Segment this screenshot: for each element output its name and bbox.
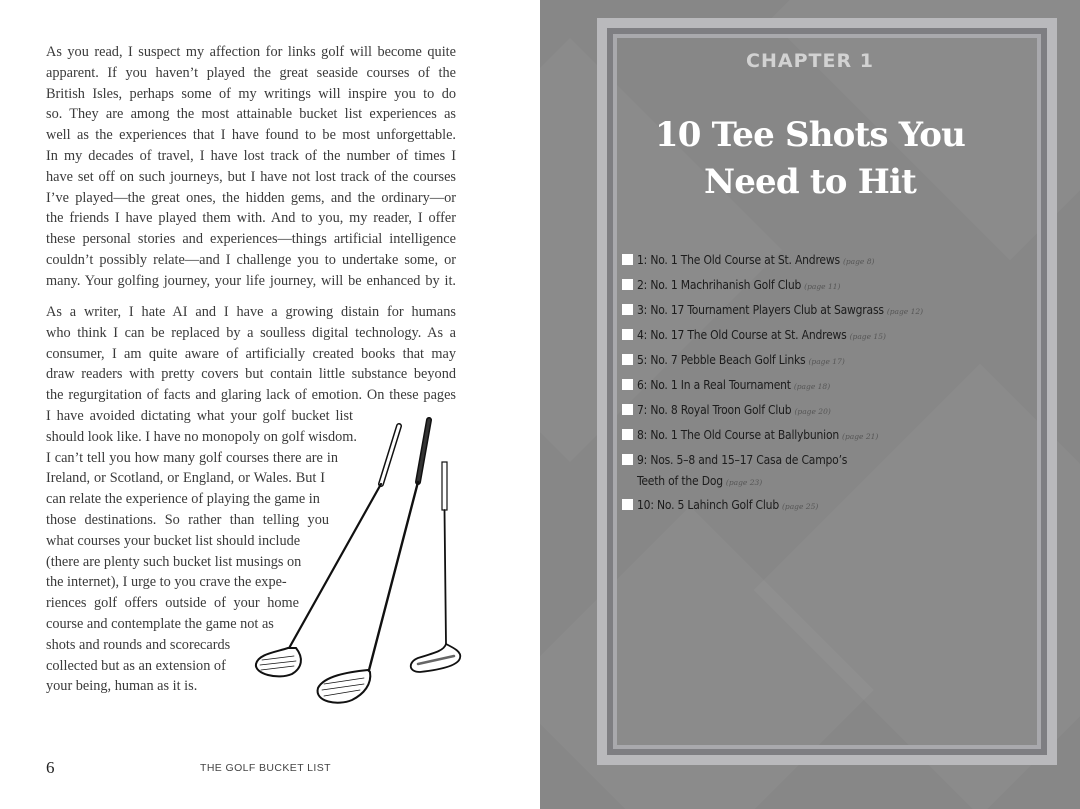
checklist-item-label: 5: No. 7 Pebble Beach Golf Links	[637, 353, 806, 367]
page-reference: (page 8)	[842, 257, 875, 266]
chapter-title	[540, 112, 1080, 206]
iron-club-icon	[318, 420, 429, 703]
checkbox[interactable]	[622, 279, 633, 290]
checklist-item	[622, 495, 982, 520]
checklist-item	[622, 325, 982, 350]
page-reference: (page 15)	[849, 332, 886, 341]
page-reference: (page 23)	[725, 478, 763, 487]
checklist-item-label: 3: No. 17 Tournament Players Club at Sawgrass	[637, 303, 884, 317]
text-line: who think I can be replaced by a soulless digital technology. As a	[46, 324, 456, 341]
page-reference: (page 25)	[781, 502, 819, 511]
checkbox[interactable]	[622, 329, 633, 340]
text-line: Ireland, or Scotland, or England, or Wales. But I	[46, 470, 325, 487]
text-line: As a writer, I hate AI and I have a growing distain for humans	[46, 304, 456, 320]
page-number: 6	[46, 758, 55, 777]
text-line: In my decades of travel, I have lost track of the number of times I	[46, 147, 456, 164]
checkbox[interactable]	[622, 379, 633, 390]
body-paragraph-1	[46, 42, 456, 292]
text-line: I have avoided dictating what your golf bucket list	[46, 407, 353, 424]
text-line: couldn’t possibly relate—and I challenge you to undertake some, or	[46, 251, 456, 268]
text-line: so. They are among the most attainable bucket list experiences as	[46, 106, 456, 123]
checklist-item-label: 6: No. 1 In a Real Tournament	[637, 378, 791, 392]
checklist-item	[622, 300, 982, 325]
checkbox[interactable]	[622, 499, 633, 510]
text-line: (there are plenty such bucket list musings on	[46, 553, 302, 570]
checkbox[interactable]	[622, 454, 633, 465]
chapter-title-line-1: 10 Tee Shots You	[654, 115, 966, 155]
text-line: course and contemplate the game not as	[46, 615, 274, 632]
checklist-item	[622, 250, 982, 275]
checklist-item-label: 9: Nos. 5–8 and 15–17 Casa de Campo’s	[637, 453, 848, 467]
text-line: those destinations. So rather than telling you	[46, 511, 329, 528]
text-line: consumer, I am quite aware of artificially created books that may	[46, 345, 456, 362]
text-line: have set off on such journeys, but I have not lost track of the courses	[46, 168, 456, 185]
text-line: the friends I have played them with. And to you, my reader, I offer	[46, 210, 456, 227]
text-line: apparent. If you haven’t played the great seaside courses of the	[46, 64, 456, 81]
checklist-item-label: 2: No. 1 Machrihanish Golf Club	[637, 278, 802, 292]
text-line: I’ve played—the great ones, the hidden gems, and the ordinary—or	[46, 189, 456, 206]
checkbox[interactable]	[622, 254, 633, 265]
text-line: well as the experiences that I have found to be most unforgettable.	[46, 127, 456, 144]
text-line: collected but as an extension of	[46, 657, 226, 674]
checkbox[interactable]	[622, 304, 633, 315]
chapter-title-line-2: Need to Hit	[703, 162, 917, 202]
page-reference: (page 20)	[794, 407, 831, 416]
page-reference: (page 18)	[793, 382, 831, 391]
text-line: can relate the experience of playing the game in	[46, 491, 320, 508]
text-line: draw readers with pretty covers but contain little substance beyond	[46, 366, 456, 383]
text-line: what courses your bucket list should include	[46, 532, 301, 549]
text-line: should look like. I have no monopoly on golf wisdom.	[46, 428, 357, 445]
chapter-label: CHAPTER 1	[746, 50, 874, 72]
page-reference: (page 12)	[886, 307, 924, 316]
checklist-item	[622, 450, 982, 495]
text-line: many. Your golfing journey, your life journey, will be enhanced by it.	[46, 272, 456, 289]
checklist-item-label: 1: No. 1 The Old Course at St. Andrews	[637, 253, 840, 267]
checklist-item	[622, 375, 982, 400]
checklist-item-label: 10: No. 5 Lahinch Golf Club	[637, 498, 779, 512]
checklist-item	[622, 425, 982, 450]
checkbox[interactable]	[622, 354, 633, 365]
checklist-item-label: 4: No. 17 The Old Course at St. Andrews	[637, 328, 847, 342]
checklist-item-label: 7: No. 8 Royal Troon Golf Club	[637, 403, 792, 417]
text-line: I can’t tell you how many golf courses there are in	[46, 449, 338, 466]
checklist-item	[622, 400, 982, 425]
text-line: your being, human as it is.	[46, 678, 198, 695]
text-line: British Isles, perhaps some of my writings will inspire you to do	[46, 85, 456, 102]
running-head: THE GOLF BUCKET LIST	[200, 762, 331, 774]
text-line: the internet), I urge to you crave the expe-	[46, 574, 287, 591]
tee-shot-checklist	[622, 250, 982, 520]
checklist-item-label: 8: No. 1 The Old Course at Ballybunion	[637, 428, 840, 442]
page-reference: (page 17)	[808, 357, 845, 366]
text-line: shots and rounds and scorecards	[46, 636, 231, 653]
text-line: these personal stories and experiences—things artificial intelligence	[46, 231, 456, 248]
checkbox[interactable]	[622, 404, 633, 415]
text-line: As you read, I suspect my affection for links golf will become quite	[46, 44, 456, 60]
checklist-item	[622, 275, 982, 300]
text-line: the regurgitation of facts and glaring lack of emotion. On these pages	[46, 387, 456, 404]
golf-clubs-illustration	[248, 412, 478, 712]
checklist-item	[622, 350, 982, 375]
putter-club-icon	[411, 462, 461, 672]
checklist-item-label-continued: Teeth of the Dog	[637, 474, 723, 488]
text-line: riences golf offers outside of your home	[46, 595, 299, 612]
page-reference: (page 21)	[842, 432, 879, 441]
right-page	[540, 0, 1080, 809]
page-reference: (page 11)	[804, 282, 841, 291]
checkbox[interactable]	[622, 429, 633, 440]
